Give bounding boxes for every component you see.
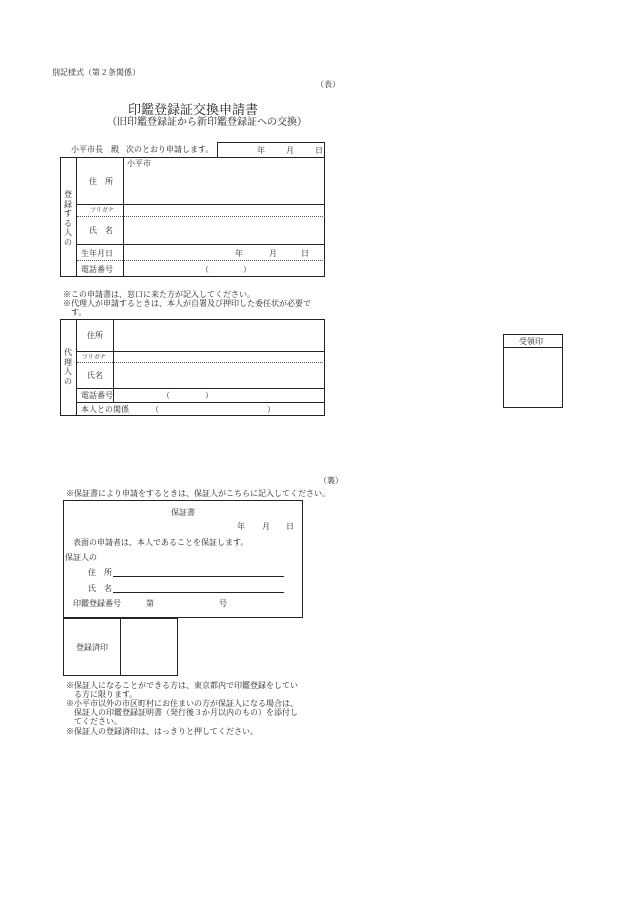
agent-furigana-label: フリガナ bbox=[82, 354, 106, 361]
birth-day-label: 日 bbox=[301, 249, 309, 258]
form-title: 印鑑登録証交換申請書 bbox=[128, 103, 259, 118]
birth-month-label: 月 bbox=[269, 249, 277, 258]
receipt-stamp-label: 受領印 bbox=[519, 337, 543, 346]
agent-address-field[interactable] bbox=[114, 320, 324, 351]
registered-seal-label: 登録済印 bbox=[76, 643, 108, 652]
agent-phone-field[interactable] bbox=[114, 389, 324, 402]
addressee: 小平市長 殿 bbox=[71, 145, 119, 154]
note-guarantor-eligibility-line2: る方に限ります。 bbox=[74, 690, 138, 699]
birth-year-label: 年 bbox=[235, 249, 243, 258]
applicant-address-label: 住 所 bbox=[89, 177, 113, 186]
date-day-label: 日 bbox=[315, 146, 323, 155]
agent-relation-paren-open: （ bbox=[151, 405, 159, 414]
guarantor-label: 保証人の bbox=[65, 553, 97, 562]
guarantee-instruction: ※保証書により申請をするときは、保証人がこちらに記入してください。 bbox=[66, 489, 330, 498]
note-guarantor-eligibility-line1: ※保証人になることができる方は、東京都内で印鑑登録をしてい bbox=[66, 681, 298, 690]
date-month-label: 月 bbox=[286, 146, 294, 155]
note-seal-clarity: ※保証人の登録済印は、はっきりと押してください。 bbox=[66, 727, 258, 736]
guarantor-name-field[interactable] bbox=[113, 592, 284, 593]
guarantor-regno-label: 印鑑登録番号 bbox=[73, 599, 121, 608]
guarantor-address-label: 住 所 bbox=[88, 568, 112, 577]
applicant-address-prefill: 小平市 bbox=[127, 159, 151, 168]
note-proxy-line2: す。 bbox=[71, 308, 87, 317]
applicant-birth-field[interactable] bbox=[124, 245, 324, 259]
request-text: 次のとおり申請します。 bbox=[126, 145, 214, 154]
note-outside-city-line2: 保証人の印鑑登録証明書（発行後３か月以内のもの）を添付し bbox=[74, 708, 298, 717]
guarantor-name-label: 氏 名 bbox=[88, 584, 112, 593]
note-outside-city-line1: ※小平市以外の市区町村にお住まいの方が保証人になる場合は、 bbox=[66, 699, 298, 708]
agent-phone-paren-close: ） bbox=[205, 391, 213, 400]
application-date-box[interactable] bbox=[217, 142, 325, 158]
note-proxy-line1: ※代理人が申請するときは、本人が自署及び押印した委任状が必要で bbox=[63, 299, 311, 308]
agent-phone-paren-open: （ bbox=[162, 391, 170, 400]
form-reference: 別記様式（第２条関係） bbox=[52, 68, 140, 77]
guarantor-regno-field[interactable] bbox=[158, 597, 216, 609]
agent-name-field[interactable] bbox=[114, 363, 324, 388]
guarantee-date-year: 年 bbox=[237, 522, 245, 531]
guarantor-address-field[interactable] bbox=[113, 576, 284, 577]
agent-address-label: 住所 bbox=[87, 331, 103, 340]
applicant-phone-paren-close: ） bbox=[243, 265, 251, 274]
agent-furigana-field[interactable] bbox=[114, 352, 324, 362]
guarantor-regno-dai: 第 bbox=[146, 599, 154, 608]
applicant-name-label: 氏 名 bbox=[89, 226, 113, 235]
guarantor-regno-go: 号 bbox=[219, 599, 227, 608]
applicant-name-field[interactable] bbox=[124, 217, 324, 244]
agent-relation-field[interactable] bbox=[150, 403, 324, 415]
applicant-furigana-field[interactable] bbox=[124, 205, 324, 216]
form-subtitle: （旧印鑑登録証から新印鑑登録証への交換） bbox=[107, 117, 307, 128]
agent-name-label: 氏名 bbox=[87, 371, 103, 380]
applicant-furigana-label: フリガナ bbox=[90, 207, 114, 214]
applicant-phone-field[interactable] bbox=[124, 261, 324, 276]
registered-seal-field[interactable] bbox=[121, 619, 177, 675]
note-outside-city-line3: てください。 bbox=[74, 717, 122, 726]
front-side-mark: （表） bbox=[316, 80, 340, 89]
guarantee-title: 保証書 bbox=[171, 508, 195, 517]
guarantee-date-month: 月 bbox=[262, 522, 270, 531]
agent-relation-label: 本人との関係 bbox=[81, 405, 129, 414]
date-year-label: 年 bbox=[257, 146, 265, 155]
note-walk-in: ※この申請書は、窓口に来た方が記入してください。 bbox=[63, 290, 255, 299]
agent-relation-paren-close: ） bbox=[267, 405, 275, 414]
agent-phone-label: 電話番号 bbox=[81, 391, 113, 400]
applicant-phone-paren-open: （ bbox=[201, 265, 209, 274]
guarantee-statement: 表面の申請者は、本人であることを保証します。 bbox=[73, 538, 249, 547]
applicant-phone-label: 電話番号 bbox=[81, 265, 113, 274]
back-side-mark: （裏） bbox=[319, 476, 343, 485]
agent-side-label: 代理人の bbox=[64, 348, 72, 386]
applicant-side-label: 登録する人の bbox=[64, 190, 72, 247]
guarantee-date-day: 日 bbox=[286, 522, 294, 531]
applicant-birth-label: 生年月日 bbox=[81, 249, 113, 258]
applicant-address-field[interactable] bbox=[124, 158, 324, 204]
